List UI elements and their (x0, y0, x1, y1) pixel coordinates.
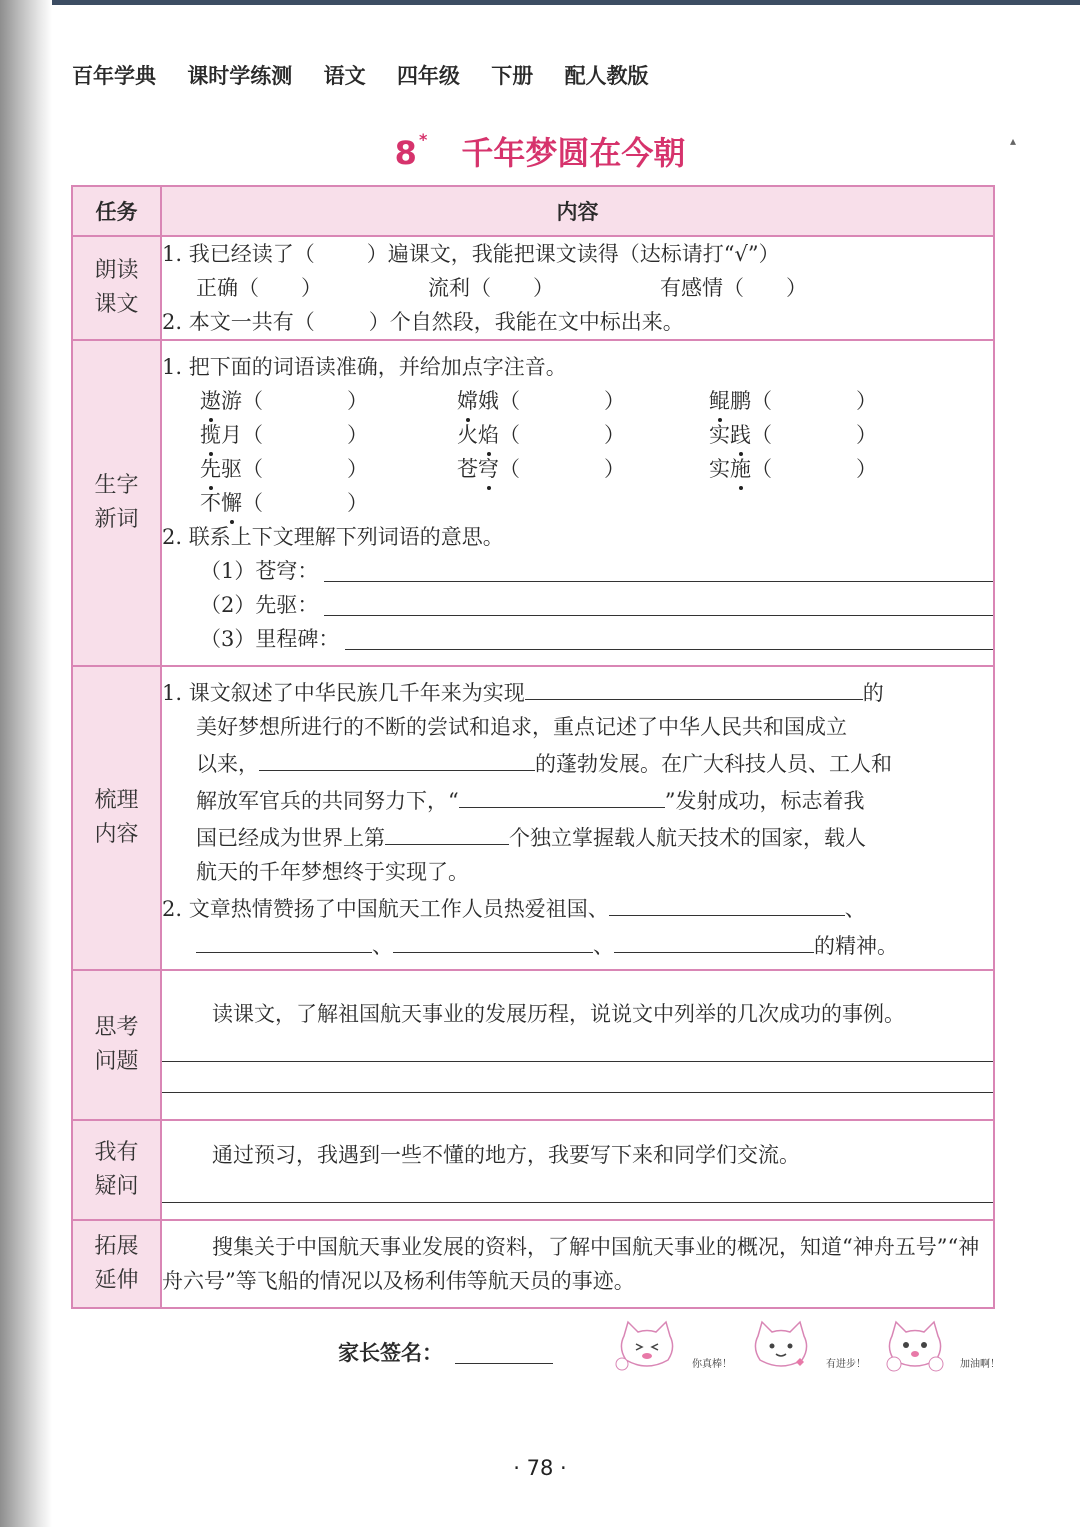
header-item: 配人教版 (564, 64, 649, 88)
corner-mark: ▴ (1010, 134, 1017, 148)
word-grid (162, 384, 993, 520)
word-item[interactable]: 先驱（ ） (200, 452, 457, 486)
blank-spacecraft[interactable] (459, 781, 665, 808)
cat-sticker-progress: 有进步！ (746, 1318, 866, 1374)
lesson-number: 8 * (394, 130, 428, 172)
cat-face-icon (880, 1318, 950, 1374)
book-spine-shadow (0, 0, 52, 1527)
book-header (72, 60, 673, 90)
cat-face-icon (612, 1318, 682, 1374)
task-extend: 拓展 延伸 (72, 1220, 161, 1308)
blank-rank[interactable] (385, 818, 509, 845)
answer-line[interactable] (162, 1062, 993, 1093)
header-item: 下册 (491, 64, 534, 88)
header-item: 课时学练测 (187, 64, 293, 88)
task-column-header: 任务 (72, 186, 161, 236)
blank-spirit-3[interactable] (393, 926, 593, 953)
extend-content: 搜集关于中国航天事业发展的资料，了解中国航天事业的概况，知道“神舟五号”“神舟六号”等飞船的情况以及杨利伟等航天员的事迹。 (161, 1220, 994, 1308)
vocab-question-1: 1. 把下面的词语读准确，并给加点字注音。 (162, 355, 567, 379)
worksheet-table (71, 185, 995, 1309)
word-item[interactable]: 实施（ ） (709, 452, 909, 486)
lesson-title-text: 千年梦圆在今朝 (461, 134, 686, 172)
option-emotion[interactable]: 有感情（ ） (660, 276, 807, 300)
word-item[interactable]: 不懈（ ） (200, 486, 457, 520)
question-content: 通过预习，我遇到一些不懂的地方，我要写下来和同学们交流。 (161, 1120, 994, 1220)
page-number: · 78 · (513, 1456, 567, 1480)
answer-line[interactable] (162, 1172, 993, 1203)
content-column-header: 内容 (161, 186, 994, 236)
blank-spirit-1[interactable] (609, 889, 845, 916)
task-reading: 朗读 课文 (72, 236, 161, 340)
definition-row[interactable]: （3）里程碑： (162, 622, 993, 656)
task-question: 我有 疑问 (72, 1120, 161, 1220)
word-item[interactable]: 实践（ ） (709, 418, 909, 452)
header-item: 语文 (323, 64, 366, 88)
parent-signature: 家长签名： (338, 1337, 553, 1367)
lesson-title (0, 128, 1080, 174)
lesson-mark: * (418, 130, 428, 149)
option-correct[interactable]: 正确（ ） (196, 276, 322, 300)
header-item: 四年级 (396, 64, 460, 88)
word-item[interactable]: 遨游（ ） (200, 384, 457, 418)
cat-sticker-great: 你真棒！ (612, 1318, 732, 1374)
vocab-content (161, 340, 994, 666)
word-item[interactable]: 鲲鹏（ ） (709, 384, 909, 418)
task-vocab: 生字 新词 (72, 340, 161, 666)
word-item[interactable]: 揽月（ ） (200, 418, 457, 452)
definition-row[interactable]: （2）先驱： (162, 588, 993, 622)
cat-face-icon (746, 1318, 816, 1374)
answer-line[interactable] (162, 1031, 993, 1062)
word-item[interactable]: 嫦娥（ ） (457, 384, 709, 418)
think-content: 读课文，了解祖国航天事业的发展历程，说说文中列举的几次成功的事例。 (161, 970, 994, 1120)
word-item[interactable]: 苍穹（ ） (457, 452, 709, 486)
blank-spirit-4[interactable] (614, 926, 814, 953)
word-item[interactable]: 火焰（ ） (457, 418, 709, 452)
task-think: 思考 问题 (72, 970, 161, 1120)
cat-sticker-cheer: 加油啊！ (880, 1318, 1000, 1374)
vocab-question-2: 2. 联系上下文理解下列词语的意思。 (162, 525, 504, 549)
outline-content: 1. 课文叙述了中华民族几千年来为实现 的 美好梦想所进行的不断的尝试和追求，重点记述了中华人民共和国成立 以来， 的蓬勃发展。在广大科技人员、工人和 解放军官兵的共同努力下，“ ”发射成功，标志着我 国已经成为世界上第 个独立掌握载人航天技术的国家，载人 航天的千年梦想终于实现了。 2. 文章热情赞扬了中国航天工作人员热爱祖国、 、 、 、 的精神。 (161, 666, 994, 970)
top-edge-bar (0, 0, 1080, 5)
signature-line[interactable] (455, 1363, 553, 1364)
definition-row[interactable]: （1）苍穹： (162, 554, 993, 588)
blank-industry[interactable] (259, 744, 535, 771)
reading-content: 1. 我已经读了（ ）遍课文，我能把课文读得（达标请打“√”） 正确（ ） 流利（ ） 有感情（ ） 2. 本文一共有（ ）个自然段，我能在文中标出来。 (161, 236, 994, 340)
blank-spirit-2[interactable] (196, 926, 372, 953)
task-outline: 梳理 内容 (72, 666, 161, 970)
header-item: 百年学典 (72, 64, 156, 88)
blank-dream[interactable] (525, 673, 863, 700)
option-fluent[interactable]: 流利（ ） (428, 276, 554, 300)
